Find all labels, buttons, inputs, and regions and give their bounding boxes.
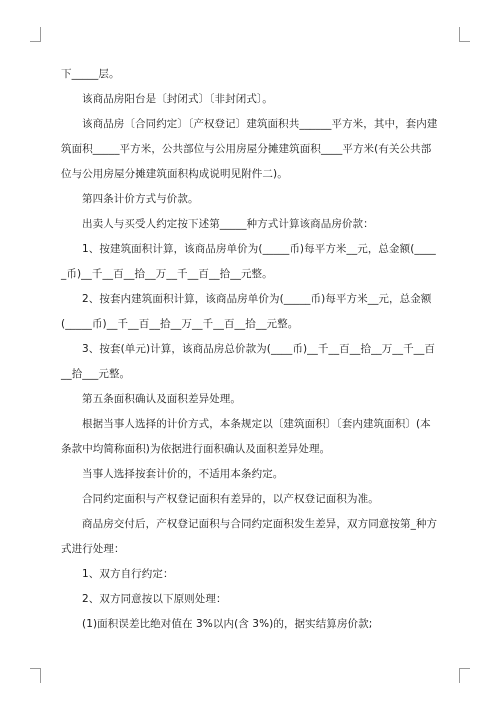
paragraph-option-principles: 2、双方同意按以下原则处理： [82,593,227,605]
paragraph-pricing-choice: 出卖人与买受人约定按下述第_____种方式计算该商品房价款： [82,218,374,230]
paragraph-balcony: 该商品房阳台是〔封闭式〕〔非封闭式〕。 [82,93,273,105]
paragraph-principle-1: (1)面积误差比绝对值在 3%以内(含 3%)的，据实结算房价款; [82,618,373,630]
paragraph-per-unit-exclusion: 当事人选择按套计价的，不适用本条约定。 [82,468,284,480]
paragraph-registered-area-precedence: 合同约定面积与产权登记面积有差异的，以产权登记面积为准。 [82,493,379,505]
paragraph-pricing-option-1: 1、按建筑面积计算，该商品房单价为(_____币)每平方米__元，总金额(_____币)__千__百__拾__万__千__百__拾__元整。 [61,243,436,280]
paragraph-area: 该商品房〔合同约定〕〔产权登记〕建筑面积共______平方米，其中，套内建筑面积_____平方米，公共部位与公用房屋分摊建筑面积____平方米(有关公共部位与公用房屋分摊建筑面积构成说明见附件二)。 [61,118,438,180]
heading-article-5: 第五条面积确认及面积差异处理。 [82,393,241,405]
paragraph-area-basis: 根据当事人选择的计价方式，本条规定以〔建筑面积〕〔套内建筑面积〕(本条款中均简称面积)为依据进行面积确认及面积差异处理。 [61,418,431,455]
paragraph-option-self-agreed: 1、双方自行约定： [82,568,174,580]
paragraph-pricing-option-3: 3、按套(单元)计算，该商品房总价款为(____币)__千__百__拾__万__千__百__拾___元整。 [61,343,435,380]
crop-mark-bottom-left [30,668,41,683]
crop-mark-top-right [459,27,470,42]
paragraph-floor: 下_____层。 [61,68,120,80]
crop-mark-top-left [30,27,41,42]
document-page-body [61,62,439,637]
paragraph-area-difference-handling: 商品房交付后，产权登记面积与合同约定面积发生差异，双方同意按第_种方式进行处理： [61,518,438,555]
crop-mark-bottom-right [459,668,470,683]
heading-article-4: 第四条计价方式与价款。 [82,193,199,205]
paragraph-pricing-option-2: 2、按套内建筑面积计算，该商品房单价为(_____币)每平方米__元，总金额(_____币)__千__百__拾__万__千__百__拾__元整。 [61,293,432,330]
